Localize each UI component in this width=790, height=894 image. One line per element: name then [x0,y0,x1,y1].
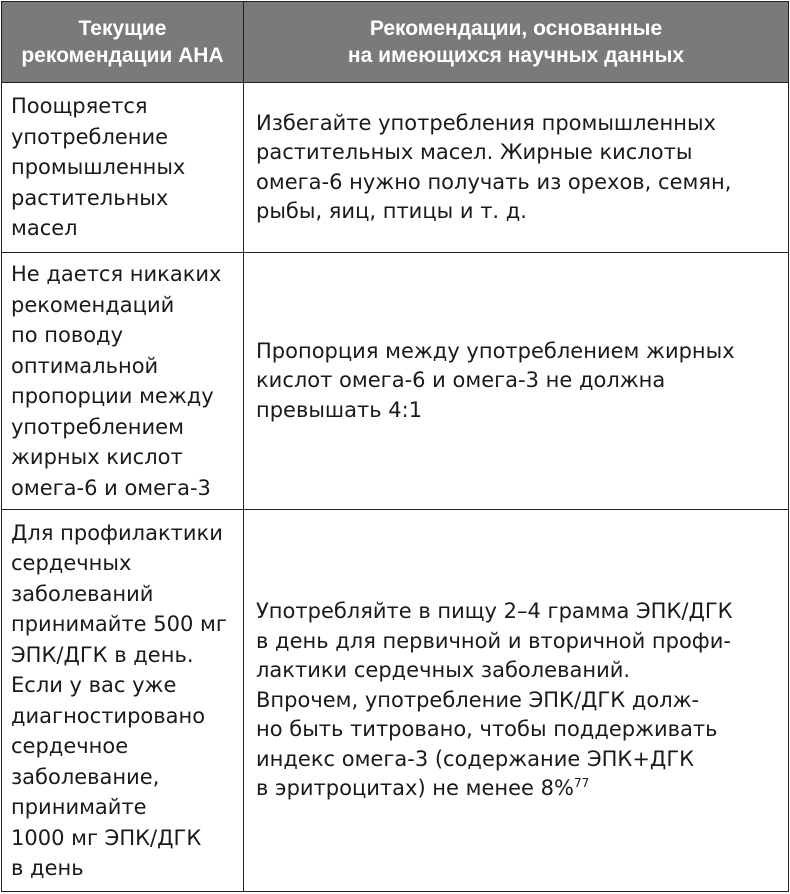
text-line: но быть титровано, чтобы поддерживать [256,717,718,742]
text-line: ЭПК/ДГК в день. [11,642,194,667]
text-line: Впрочем, употребление ЭПК/ДГК долж- [256,687,700,712]
table-row [2,253,789,510]
text-line: Избегайте употребления промышленных [256,110,716,135]
header-col2-line: на имеющихся научных данных [347,44,685,67]
header-col1-line: рекомендации АНА [21,44,224,67]
text-line: по поводу [11,323,124,347]
text-fragment: в эритроцитах) не менее 8% [256,776,574,801]
text-line: омега-6 нужно получать из орехов, семян, [256,169,732,194]
header-col1-line: Текущие [78,17,167,40]
text-line: жирных кислот [11,445,183,469]
text-line: превышать 4:1 [256,397,423,422]
text-line: сердечное [11,734,129,758]
text-line: Если у вас уже [11,673,177,697]
text-line: в день [11,856,84,880]
text-line: оптимальной [11,353,159,378]
text-line: индекс омега-3 (содержание ЭПК+ДГК [256,746,695,771]
text-line: сердечных [11,551,132,575]
text-line: принимайте 500 мг [11,612,227,636]
text-line: пропорции между [11,384,214,408]
text-line: употребление [11,124,169,149]
text-line: рыбы, яиц, птицы и т. д. [256,199,527,223]
recommendations-table [1,1,789,892]
text-line: употреблением [11,414,184,439]
header-evidence-based [244,2,789,83]
current-recommendation-cell [2,83,244,253]
text-line: заболевание, [11,764,160,789]
text-line: Пропорция между употреблением жирных [256,338,735,363]
text-line: растительных масел. Жирные кислоты [256,140,693,164]
text-line: в день для первичной и вторичной профи- [256,628,731,653]
text-line: диагностировано [11,703,206,728]
text-line: Употребляйте в пищу 2–4 грамма ЭПК/ДГК [256,599,733,624]
text-line: растительных [11,185,169,210]
text-line: промышленных [11,155,186,180]
text-line: рекомендаций [11,292,175,317]
header-col2-line: Рекомендации, основанные [369,17,663,40]
table-row [2,83,789,253]
text-line: заболеваний [11,581,154,606]
evidence-recommendation-cell [244,510,789,892]
text-line: принимайте [11,795,147,819]
text-line: лактики сердечных заболеваний. [256,658,631,683]
text-line: Поощряется [11,94,148,119]
current-recommendation-cell [2,510,244,892]
header-current-aha [2,2,244,83]
text-line: кислот омега-6 и омега-3 не должна [256,368,666,393]
text-line-with-reference [256,774,776,804]
current-recommendation-cell [2,253,244,510]
text-line: масел [11,216,78,241]
text-line: омега-6 и омега-3 [11,475,211,500]
table-row [2,510,789,892]
text-line: Для профилактики [11,520,223,545]
header-row [2,2,789,83]
text-line: 1000 мг ЭПК/ДГК [11,825,202,850]
evidence-recommendation-cell [244,253,789,510]
footnote-reference: 77 [573,776,590,791]
evidence-recommendation-cell [244,83,789,253]
text-line: Не дается никаких [11,262,222,286]
